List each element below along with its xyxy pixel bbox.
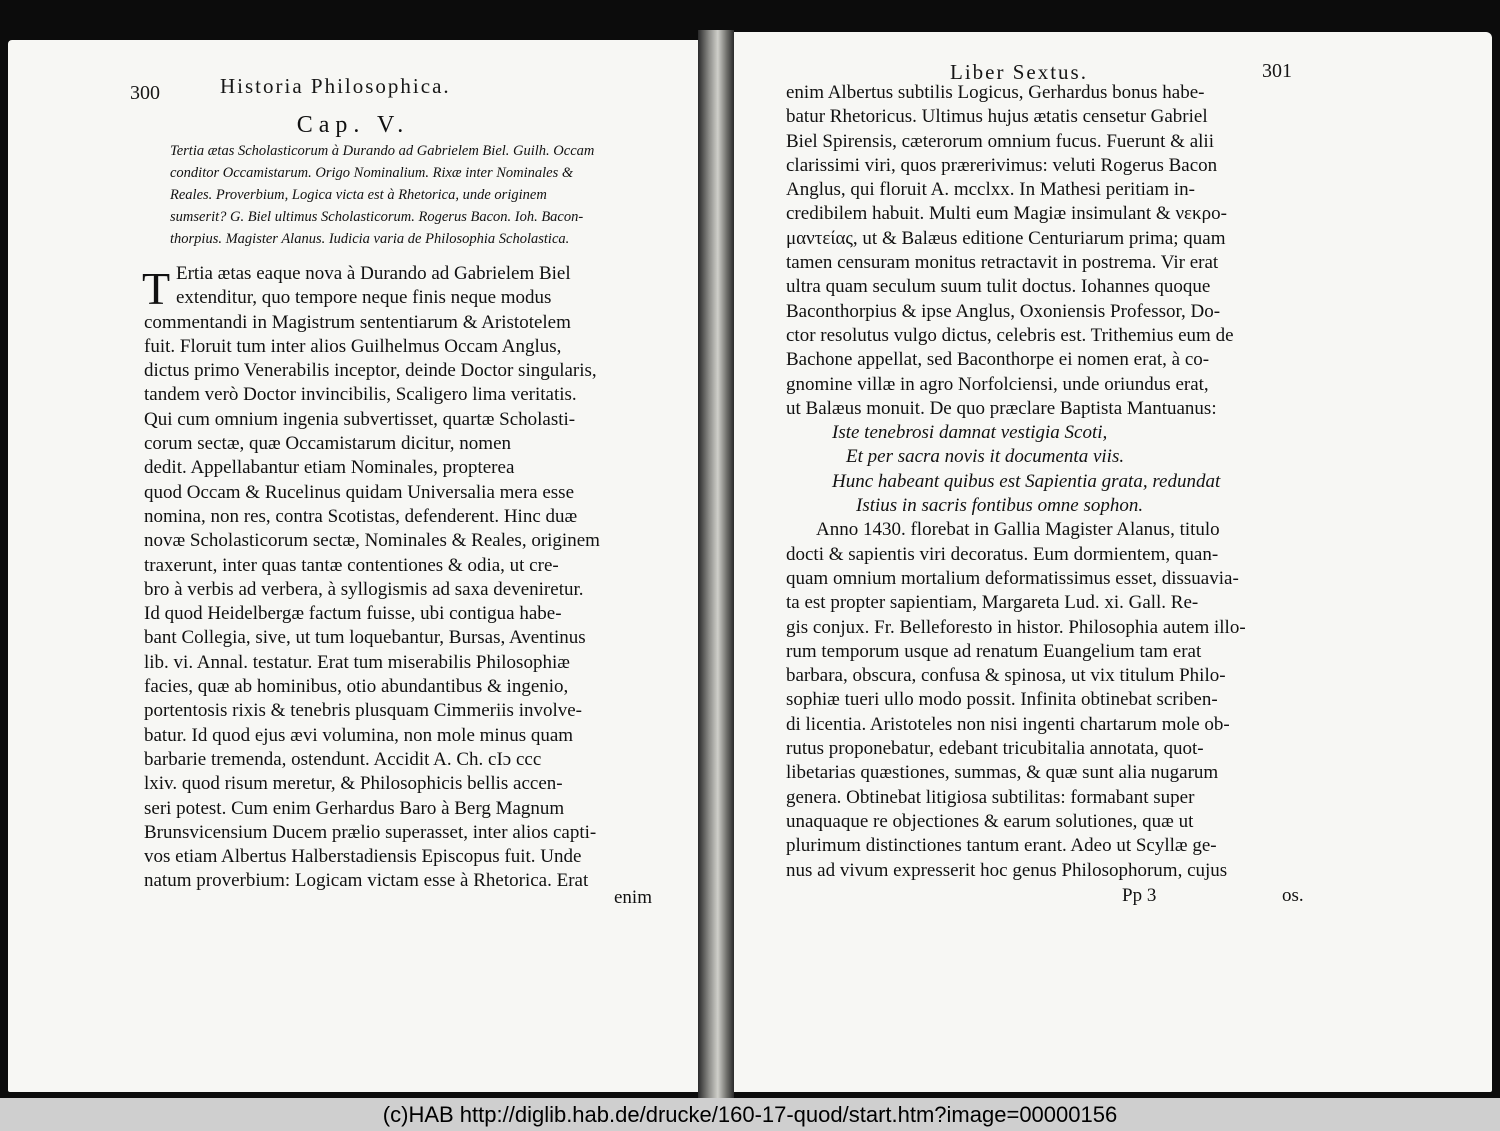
text-line: gnomine villæ in agro Norfolciensi, unde oriundus erat, [786,373,1209,395]
text-line: di licentia. Aristoteles non nisi ingenti chartarum mole ob- [786,713,1230,735]
left-page [8,40,698,1092]
text-line: rum temporum usque ad renatum Euangelium tam erat [786,640,1202,662]
text-line: bro à verbis ad verbera, à syllogismis ad saxa deveniretur. [144,578,584,600]
text-line: natum proverbium: Logicam victam esse à Rhetorica. Erat [144,870,589,892]
text-line: Biel Spirensis, cæterorum omnium fucus. Fuerunt & alii [786,130,1214,152]
text-line: barbarie tremenda, ostendunt. Accidit A. Ch. cIɔ ccc [144,748,542,770]
text-line: clarissimi viri, quos prærerivimus: veluti Rogerus Bacon [786,154,1218,176]
text-line: plurimum distinctiones tantum erant. Adeo ut Scyllæ ge- [786,835,1217,857]
page-number: 300 [130,82,160,104]
text-line: fuit. Floruit tum inter alios Guilhelmus Occam Anglus, [144,335,562,357]
text-line: enim Albertus subtilis Logicus, Gerhardus bonus habe- [786,82,1205,103]
text-line: Bachone appellat, sed Baconthorpe ei nomen erat, à co- [786,349,1210,371]
text-line: dictus primo Venerabilis inceptor, deinde Doctor singularis, [144,360,597,382]
catchword: enim [614,887,652,908]
left-body-text [144,262,656,894]
text-line: Hunc habeant quibus est Sapientia grata, redundat [832,470,1221,492]
text-line: Ertia ætas eaque nova à Durando ad Gabrielem Biel [176,263,571,284]
text-line: commentandi in Magistrum sententiarum & Aristotelem [144,311,571,333]
text-line: genera. Obtinebat litigiosa subtilitas: formabant super [786,786,1195,808]
text-line: seri potest. Cum enim Gerhardus Baro à Berg Magnum [144,797,565,819]
text-line: Brunsvicensium Ducem prælio superasset, inter alios capti- [144,821,597,843]
running-head: Liber Sextus. [950,60,1088,84]
text-line: ut Balæus monuit. De quo præclare Baptista Mantuanus: [786,397,1217,419]
text-line: unaquaque re objectiones & earum solutiones, quæ ut [786,810,1194,832]
text-line: barbara, obscura, confusa & spinosa, ut vix titulum Philo- [786,665,1226,687]
book-gutter [698,30,734,1098]
text-line: bant Collegia, sive, ut tum loquebantur, Bursas, Aventinus [144,627,586,649]
text-line: quam omnium mortalium deformatissimus esset, dissuavia- [786,567,1239,589]
text-line: Anno 1430. florebat in Gallia Magister Alanus, titulo [816,519,1220,541]
text-line: lxiv. quod risum meretur, & Philosophicis bellis accen- [144,773,563,795]
text-line: traxerunt, inter quas tantæ contentiones & odia, ut cre- [144,554,559,576]
running-head: Historia Philosophica. [220,74,451,98]
text-line: Iste tenebrosi damnat vestigia Scoti, [832,422,1108,444]
text-line: corum sectæ, quæ Occamistarum dicitur, nomen [144,433,512,455]
text-line: Qui cum omnium ingenia subvertisset, quartæ Scholasti- [144,408,576,430]
text-line: thorpius. Magister Alanus. Iudicia varia de Philosophia Scholastica. [170,231,570,247]
text-line: Et per sacra novis it documenta viis. [846,446,1125,468]
text-line: quod Occam & Rucelinus quidam Universalia mera esse [144,481,575,503]
text-line: μαντείας, ut & Balæus editione Centuriarum prima; quam [786,227,1226,249]
text-line: portentosis rixis & tenebris plusquam Cimmeriis involve- [144,700,583,722]
text-line: facies, quæ ab hominibus, otio abundantibus & ingenio, [144,676,569,698]
page-number: 301 [1262,60,1292,82]
text-line: ctor resolutus vulgo dictus, celebris est. Trithemius eum de [786,324,1234,346]
text-line: libetarias quæstiones, summas, & quæ sunt alia nugarum [786,762,1219,784]
text-line: credibilem habuit. Multi eum Magiæ insimulant & νεκρο- [786,203,1227,225]
right-body-text [786,81,1316,883]
drop-cap: T [142,263,171,314]
text-line: Anglus, qui floruit A. mcclxx. In Mathesi peritiam in- [786,179,1195,201]
text-line: Baconthorpius & ipse Anglus, Oxoniensis Professor, Do- [786,300,1221,322]
text-line: tamen censuram monitus retractavit in postrema. Vir erat [786,252,1219,274]
chapter-summary [170,140,650,250]
text-line: sophiæ tueri ullo modo possit. Infinita obtinebat scriben- [786,689,1218,711]
right-page [734,32,1492,1092]
chapter-heading: Cap. V. [296,112,410,138]
text-line: extenditur, quo tempore neque finis neque modus [176,287,552,309]
text-line: Id quod Heidelbergæ factum fuisse, ubi contigua habe- [144,603,562,625]
text-line: sumserit? G. Biel ultimus Scholasticorum. Rogerus Bacon. Ioh. Bacon- [170,209,584,225]
text-line: lib. vi. Annal. testatur. Erat tum miserabilis Philosophiæ [144,651,570,673]
text-line: docti & sapientis viri decoratus. Eum dormientem, quan- [786,543,1219,565]
text-line: dedit. Appellabantur etiam Nominales, propterea [144,457,515,479]
text-line: gis conjux. Fr. Belleforesto in histor. Philosophia autem illo- [786,616,1246,638]
text-line: batur. Id quod ejus ævi volumina, non mole minus quam [144,724,574,746]
text-line: rutus proponebatur, edebant tricubitalia annotata, quot- [786,738,1204,760]
catchword: os. [1282,885,1304,906]
text-line: vos etiam Albertus Halberstadiensis Episcopus fuit. Unde [144,846,582,868]
text-line: novæ Scholasticorum sectæ, Nominales & Reales, originem [144,530,600,552]
text-line: Reales. Proverbium, Logica victa est à Rhetorica, unde originem [170,187,547,203]
text-line: conditor Occamistarum. Origo Nominalium. Rixæ inter Nominales & [170,165,574,181]
text-line: Tertia ætas Scholasticorum à Durando ad Gabrielem Biel. Guilh. Occam [170,143,595,159]
text-line: tandem verò Doctor invincibilis, Scaligero lima veritatis. [144,384,577,406]
text-line: nus ad vivum expresserit hoc genus Philosophorum, cujus [786,859,1228,881]
text-line: ultra quam seculum suum tulit doctus. Iohannes quoque [786,276,1211,298]
copyright-footer: (c)HAB http://diglib.hab.de/drucke/160-17-quod/start.htm?image=00000156 [0,1098,1500,1131]
text-line: Istius in sacris fontibus omne sophon. [856,495,1144,517]
signature-mark: Pp 3 [1122,885,1157,906]
text-line: ta est propter sapientiam, Margareta Lud. xi. Gall. Re- [786,592,1199,614]
text-line: nomina, non res, contra Scotistas, defenderent. Hinc duæ [144,505,578,527]
text-line: batur Rhetoricus. Ultimus hujus ætatis censetur Gabriel [786,106,1208,128]
